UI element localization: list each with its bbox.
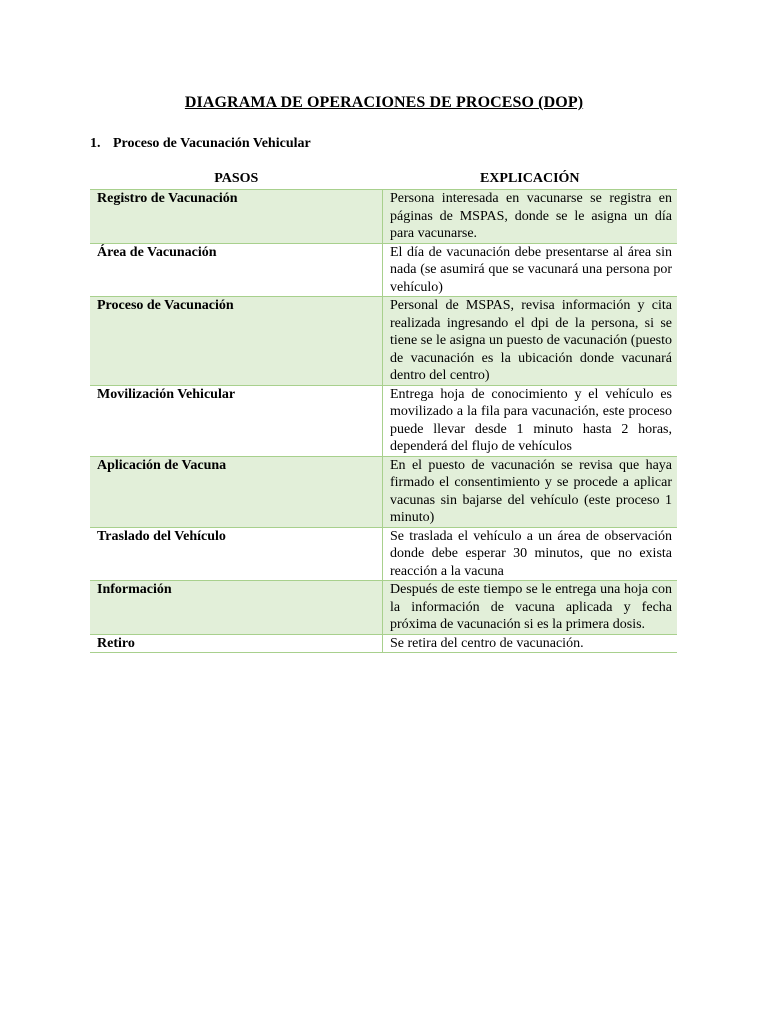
- process-steps-table: [90, 170, 677, 653]
- step-explanation: Entrega hoja de conocimiento y el vehículo es movilizado a la fila para vacunación, este proceso puede llevar desde 1 minuto hasta 2 horas, dependerá del flujo de vehículos: [383, 385, 678, 456]
- table-row: [90, 634, 677, 653]
- step-name: Información: [90, 581, 383, 635]
- step-explanation: El día de vacunación debe presentarse al área sin nada (se asumirá que se vacunará una persona por vehículo): [383, 243, 678, 297]
- step-name: Registro de Vacunación: [90, 190, 383, 244]
- step-name: Retiro: [90, 634, 383, 653]
- table-row: [90, 385, 677, 456]
- table-row: [90, 297, 677, 386]
- step-name: Movilización Vehicular: [90, 385, 383, 456]
- step-name: Proceso de Vacunación: [90, 297, 383, 386]
- table-row: [90, 581, 677, 635]
- step-explanation: En el puesto de vacunación se revisa que haya firmado el consentimiento y se procede a aplicar vacunas sin bajarse del vehículo (este proceso 1 minuto): [383, 456, 678, 527]
- column-header-explanation: EXPLICACIÓN: [383, 170, 678, 190]
- table-row: [90, 190, 677, 244]
- section-number: 1.: [90, 136, 101, 151]
- step-name: Aplicación de Vacuna: [90, 456, 383, 527]
- step-explanation: Se traslada el vehículo a un área de observación donde debe esperar 30 minutos, que no exista reacción a la vacuna: [383, 527, 678, 581]
- table-header-row: [90, 170, 677, 190]
- step-explanation: Persona interesada en vacunarse se registra en páginas de MSPAS, donde se le asigna un día para vacunarse.: [383, 190, 678, 244]
- table-row: [90, 243, 677, 297]
- step-name: Traslado del Vehículo: [90, 527, 383, 581]
- table-row: [90, 456, 677, 527]
- step-explanation: Personal de MSPAS, revisa información y cita realizada ingresando el dpi de la persona, si se tiene se le asigna un puesto de vacunación (puesto de vacunación es la ubicación donde vacunará dentro del centro): [383, 297, 678, 386]
- step-explanation: Se retira del centro de vacunación.: [383, 634, 678, 653]
- column-header-steps: PASOS: [90, 170, 383, 190]
- step-explanation: Después de este tiempo se le entrega una hoja con la información de vacuna aplicada y fecha próxima de vacunación si es la primera dosis.: [383, 581, 678, 635]
- section-title: Proceso de Vacunación Vehicular: [113, 136, 311, 151]
- step-name: Área de Vacunación: [90, 243, 383, 297]
- page-title: DIAGRAMA DE OPERACIONES DE PROCESO (DOP): [184, 94, 584, 111]
- table-row: [90, 527, 677, 581]
- section-heading: [90, 136, 311, 152]
